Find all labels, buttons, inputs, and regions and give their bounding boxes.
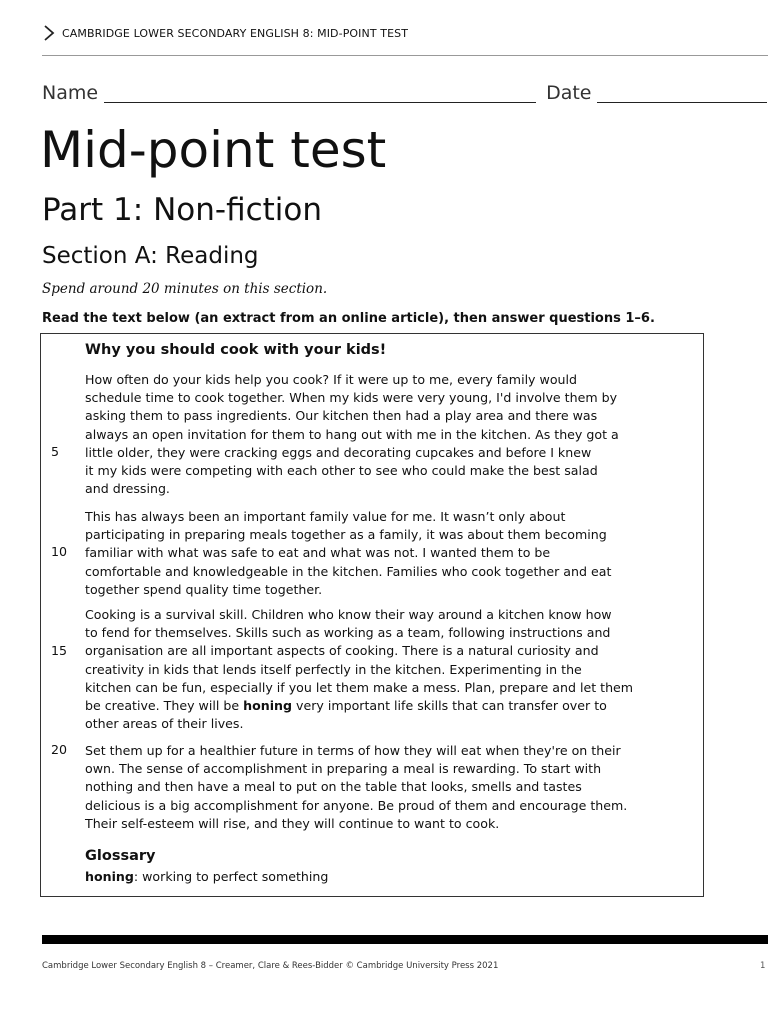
text-line: comfortable and knowledgeable in the kitchen. Families who cook together and eat bbox=[85, 563, 612, 579]
text-fragment: be creative. They will be bbox=[85, 698, 244, 714]
text-fragment: very important life skills that can transfer over to bbox=[292, 698, 607, 714]
text-line: familiar with what was safe to eat and what was not. I wanted them to be bbox=[85, 545, 551, 561]
text-line: delicious is a big accomplishment for anyone. Be proud of them and encourage them. bbox=[85, 797, 628, 813]
footer-bar bbox=[42, 935, 768, 944]
article-title: Why you should cook with your kids! bbox=[85, 342, 387, 358]
text-line: nothing and then have a meal to put on the table that looks, smells and tastes bbox=[85, 779, 582, 795]
line-number-20: 20 bbox=[51, 742, 68, 757]
article-paragraph-2 bbox=[85, 508, 703, 599]
article-paragraph-1 bbox=[85, 371, 703, 498]
date-label: Date bbox=[546, 82, 592, 104]
glossary-heading: Glossary bbox=[85, 848, 156, 864]
running-title: CAMBRIDGE LOWER SECONDARY ENGLISH 8: MID-POINT TEST bbox=[62, 27, 409, 40]
part-heading: Part 1: Non-fiction bbox=[42, 192, 323, 228]
text-line: Cooking is a survival skill. Children who know their way around a kitchen know how bbox=[85, 607, 612, 622]
text-line: creativity in kids that lends itself perfectly in the kitchen. Experimenting in the bbox=[85, 661, 582, 677]
article-paragraph-4 bbox=[85, 742, 703, 833]
text-line: own. The sense of accomplishment in preparing a meal is rewarding. To start with bbox=[85, 761, 602, 777]
date-field[interactable] bbox=[597, 84, 767, 103]
glossary-definition: : working to perfect something bbox=[133, 869, 329, 884]
text-line: participating in preparing meals together as a family, it was about them becoming bbox=[85, 527, 607, 543]
article-paragraph-3 bbox=[85, 606, 703, 733]
text-line: to fend for themselves. Skills such as working as a team, following instructions and bbox=[85, 625, 611, 641]
running-header bbox=[42, 24, 768, 46]
glossary-term: honing bbox=[85, 869, 134, 884]
text-line: other areas of their lives. bbox=[85, 716, 244, 732]
name-field[interactable] bbox=[104, 84, 536, 103]
text-line: Set them up for a healthier future in terms of how they will eat when they're on their bbox=[85, 743, 621, 758]
text-line-with-bold bbox=[85, 697, 703, 715]
glossary-entry bbox=[85, 869, 328, 884]
text-line: organisation are all important aspects of cooking. There is a natural curiosity and bbox=[85, 643, 599, 659]
text-line: together spend quality time together. bbox=[85, 581, 323, 597]
section-heading: Section A: Reading bbox=[42, 243, 259, 269]
name-date-row bbox=[42, 82, 767, 104]
text-line: little older, they were cracking eggs and decorating cupcakes and before I knew bbox=[85, 444, 592, 460]
text-line: asking them to pass ingredients. Our kitchen then had a play area and there was bbox=[85, 408, 598, 424]
text-line: and dressing. bbox=[85, 481, 170, 497]
time-instruction: Spend around 20 minutes on this section. bbox=[42, 281, 328, 297]
header-divider bbox=[42, 55, 768, 56]
text-line: schedule time to cook together. When my kids were very young, I'd involve them by bbox=[85, 390, 618, 406]
text-line: Their self-esteem will rise, and they will continue to want to cook. bbox=[85, 815, 500, 831]
text-line: This has always been an important family value for me. It wasn’t only about bbox=[85, 509, 566, 524]
article-box bbox=[40, 333, 704, 897]
text-line: How often do your kids help you cook? If it were up to me, every family would bbox=[85, 372, 577, 387]
line-number-15: 15 bbox=[51, 643, 68, 658]
task-instruction: Read the text below (an extract from an online article), then answer questions 1–6. bbox=[42, 311, 655, 326]
name-label: Name bbox=[42, 82, 99, 104]
text-line: always an open invitation for them to hang out with me in the kitchen. As they got a bbox=[85, 426, 619, 442]
page-number: 1 bbox=[760, 961, 766, 971]
bold-term: honing bbox=[243, 698, 292, 714]
chevron-right-icon bbox=[42, 24, 56, 42]
page-title: Mid-point test bbox=[40, 121, 387, 179]
line-number-5: 5 bbox=[51, 444, 60, 459]
text-line: it my kids were competing with each other to see who could make the best salad bbox=[85, 463, 598, 479]
text-line: kitchen can be fun, especially if you let them make a mess. Plan, prepare and let them bbox=[85, 679, 634, 695]
footer-credit: Cambridge Lower Secondary English 8 – Creamer, Clare & Rees-Bidder © Cambridge University Press 2021 bbox=[42, 961, 499, 971]
line-number-10: 10 bbox=[51, 544, 68, 559]
